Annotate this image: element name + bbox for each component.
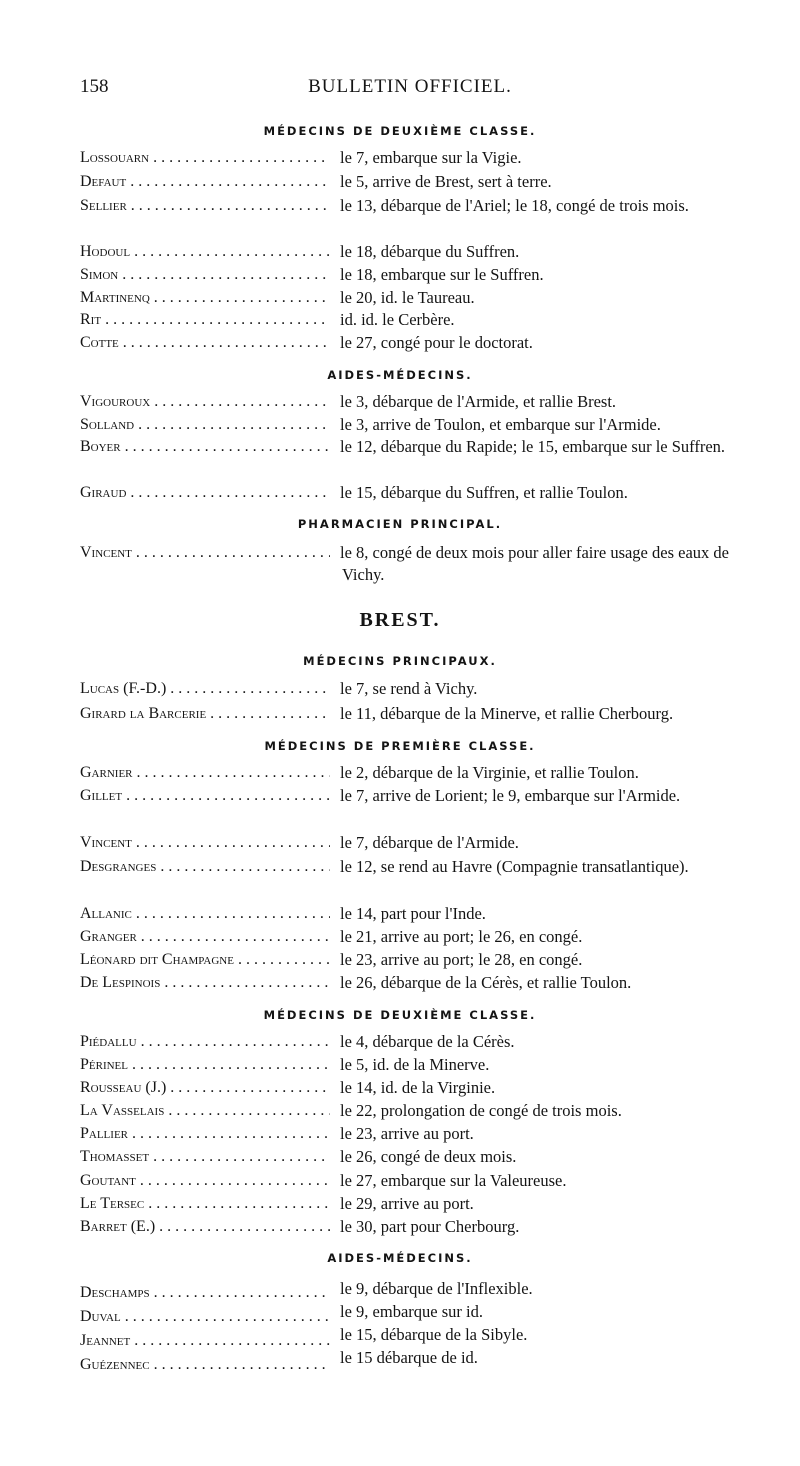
entry-text: le 7, se rend à Vichy. <box>340 679 478 698</box>
entry-text: le 7, arrive de Lorient; le 9, embarque sur l'Armide. <box>340 786 681 805</box>
entry-text: le 21, arrive au port; le 26, en congé. <box>340 927 583 946</box>
entry-name: Le Tersec . . . <box>80 1193 330 1215</box>
entry-text: le 14, id. de la Virginie. <box>340 1078 496 1097</box>
entry-name: Solland . . . <box>80 414 330 436</box>
entry-name: Jeannet . . . <box>80 1330 330 1352</box>
entry-name: Barret (E.) . . . <box>80 1216 330 1238</box>
section-heading: MÉDECINS DE PREMIÈRE CLASSE. <box>264 739 536 753</box>
entry-text: le 22, prolongation de congé de trois mois. <box>340 1101 622 1120</box>
entry-name: Léonard dit Champagne . . . <box>80 949 330 971</box>
entry-name: Giraud . . . <box>80 482 330 504</box>
section-heading: PHARMACIEN PRINCIPAL. <box>297 517 503 531</box>
entry-text: le 14, part pour l'Inde. <box>340 904 486 923</box>
entry-text: le 12, débarque du Rapide; le 15, embarque sur le Suffren. <box>340 437 726 456</box>
section-heading: AIDES-MÉDECINS. <box>327 1251 473 1265</box>
entry-name: Périnel . . . <box>80 1054 330 1076</box>
entry-text: le 15, débarque de la Sibyle. <box>340 1325 528 1344</box>
entry-text: le 3, arrive de Toulon, et embarque sur l'Armide. <box>340 415 661 434</box>
page-number: 158 <box>80 76 109 97</box>
entry-text: le 5, id. de la Minerve. <box>340 1055 490 1074</box>
entry-name: Vincent . . . <box>80 542 330 564</box>
entry-name: Guézennec . . . <box>80 1354 330 1376</box>
entry-text: le 23, arrive au port; le 28, en congé. <box>340 950 583 969</box>
entry-name: Pallier . . . <box>80 1123 330 1145</box>
entry-name: La Vasselais . . . <box>80 1100 330 1122</box>
entry-text: le 13, débarque de l'Ariel; le 18, congé de trois mois. <box>340 196 689 215</box>
entry-text: le 26, débarque de la Cérès, et rallie Toulon. <box>340 973 632 992</box>
entry-name: Cotte . . . <box>80 332 330 354</box>
section-heading: MÉDECINS DE DEUXIÈME CLASSE. <box>263 1008 537 1022</box>
city-heading: BREST. <box>359 609 441 631</box>
entry-name: Simon . . . <box>80 264 330 286</box>
entry-text: le 7, embarque sur la Vigie. <box>340 148 522 167</box>
entry-name: Thomasset . . . <box>80 1146 330 1168</box>
entry-text: le 18, débarque du Suffren. <box>340 242 520 261</box>
entry-text: le 4, débarque de la Cérès. <box>340 1032 515 1051</box>
entry-name: Deschamps . . . <box>80 1282 330 1304</box>
entry-text: le 20, id. le Taureau. <box>340 288 475 307</box>
entry-text: le 18, embarque sur le Suffren. <box>340 265 544 284</box>
entry-name: Allanic . . . <box>80 903 330 925</box>
entry-text: le 27, embarque sur la Valeureuse. <box>340 1171 567 1190</box>
entry-name: Goutant . . . <box>80 1170 330 1192</box>
section-heading: MÉDECINS PRINCIPAUX. <box>303 654 497 668</box>
entry-name: Granger . . . <box>80 926 330 948</box>
entry-name: Sellier . . . <box>80 195 330 217</box>
running-title: BULLETIN OFFICIEL. <box>308 76 512 97</box>
section-heading: MÉDECINS DE DEUXIÈME CLASSE. <box>263 124 537 138</box>
entry-name: Girard la Barcerie . . . <box>80 703 330 725</box>
entry-name: De Lespinois . . . <box>80 972 330 994</box>
entry-text: le 12, se rend au Havre (Compagnie transatlantique). <box>340 857 689 876</box>
page-header <box>80 76 740 106</box>
entry-name: Gillet . . . <box>80 785 330 807</box>
entry-text: le 15 débarque de id. <box>340 1348 478 1367</box>
entry-name: Hodoul . . . <box>80 241 330 263</box>
entry-name: Rousseau (J.) . . . <box>80 1077 330 1099</box>
entry-text: le 9, débarque de l'Inflexible. <box>340 1279 533 1298</box>
entry-name: Garnier . . . <box>80 762 330 784</box>
entry-name: Lucas (F.-D.) . . . <box>80 678 330 700</box>
entry-text: id. id. le Cerbère. <box>340 310 455 329</box>
entry-text: le 29, arrive au port. <box>340 1194 474 1213</box>
entry-name: Vigouroux . . . <box>80 391 330 413</box>
entry-text: le 8, congé de deux mois pour aller faire usage des eaux de Vichy. <box>340 543 729 584</box>
entry-text: le 27, congé pour le doctorat. <box>340 333 533 352</box>
entry-name: Desgranges . . . <box>80 856 330 878</box>
entry-name: Boyer . . . <box>80 436 330 458</box>
entry-text: le 23, arrive au port. <box>340 1124 474 1143</box>
entry-text: le 7, débarque de l'Armide. <box>340 833 519 852</box>
entry-text: le 11, débarque de la Minerve, et rallie Cherbourg. <box>340 704 674 723</box>
entry-name: Rit . . . <box>80 309 330 331</box>
entry-name: Defaut . . . <box>80 171 330 193</box>
entry-name: Piédallu . . . <box>80 1031 330 1053</box>
section-heading: AIDES-MÉDECINS. <box>327 368 473 382</box>
entry-name: Vincent . . . <box>80 832 330 854</box>
entry-text: le 9, embarque sur id. <box>340 1302 483 1321</box>
entry-text: le 30, part pour Cherbourg. <box>340 1217 520 1236</box>
entry-text: le 26, congé de deux mois. <box>340 1147 517 1166</box>
entry-name: Lossouarn . . . <box>80 147 330 169</box>
entry-name: Duval . . . <box>80 1306 330 1328</box>
entry-name: Martinenq . . . <box>80 287 330 309</box>
entry-text: le 3, débarque de l'Armide, et rallie Brest. <box>340 392 617 411</box>
entry-text: le 15, débarque du Suffren, et rallie Toulon. <box>340 483 628 502</box>
entry-text: le 2, débarque de la Virginie, et rallie Toulon. <box>340 763 639 782</box>
entry-text: le 5, arrive de Brest, sert à terre. <box>340 172 552 191</box>
